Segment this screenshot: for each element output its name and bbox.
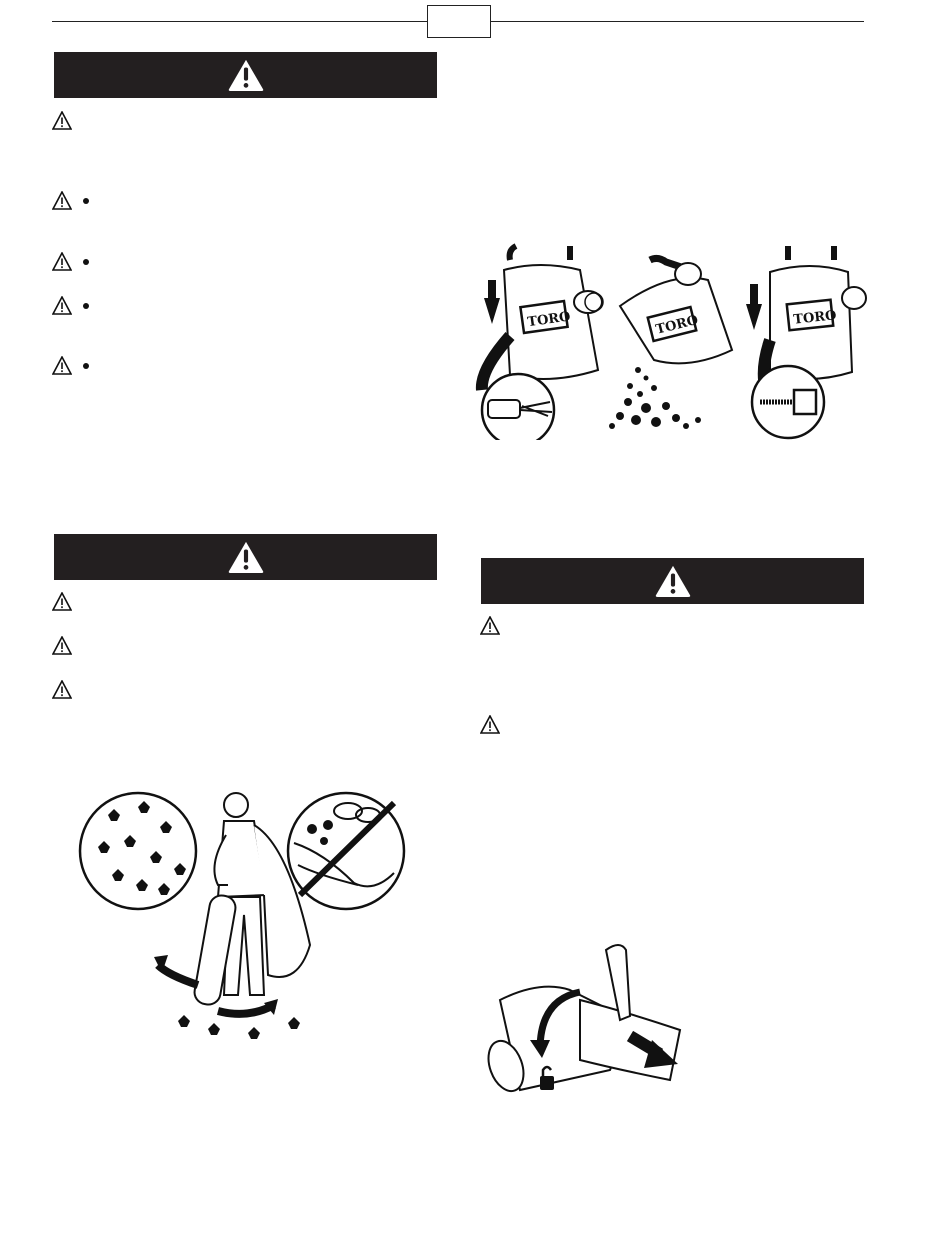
alert-exclamation-icon — [227, 58, 265, 92]
warning-triangle-icon — [52, 111, 72, 130]
warning-triangle-icon — [480, 616, 500, 635]
page-number-box — [427, 5, 491, 38]
warning-triangle-icon — [52, 356, 72, 375]
bag-illustration-3 — [746, 246, 866, 438]
tube-unlock-illustration — [480, 940, 700, 1110]
bag-illustration-1 — [482, 246, 603, 440]
warning-banner-2 — [54, 534, 437, 580]
list-bullet — [83, 363, 89, 369]
list-bullet — [83, 259, 89, 265]
warning-triangle-icon — [52, 252, 72, 271]
sweep-arrow-left — [158, 965, 198, 985]
bag-emptying-illustration — [470, 240, 870, 440]
leaves-ok-circle — [80, 793, 196, 909]
warning-triangle-icon — [480, 715, 500, 734]
warning-triangle-icon — [52, 592, 72, 611]
list-bullet — [83, 303, 89, 309]
warning-triangle-icon — [52, 680, 72, 699]
alert-exclamation-icon — [654, 564, 692, 598]
warning-triangle-icon — [52, 636, 72, 655]
operator-figure — [193, 793, 310, 1006]
bag-illustration-2 — [609, 258, 732, 429]
sweep-arrow-right — [218, 1005, 274, 1014]
bag-brand-label: TORO — [654, 312, 700, 338]
alert-exclamation-icon — [227, 540, 265, 574]
bag-brand-label: TORO — [792, 308, 838, 328]
bag-brand-label: TORO — [526, 309, 572, 331]
warning-triangle-icon — [52, 296, 72, 315]
warning-banner-3 — [481, 558, 864, 604]
list-bullet — [83, 198, 89, 204]
warning-triangle-icon — [52, 191, 72, 210]
operator-usage-illustration — [78, 785, 418, 1045]
warning-banner-1 — [54, 52, 437, 98]
